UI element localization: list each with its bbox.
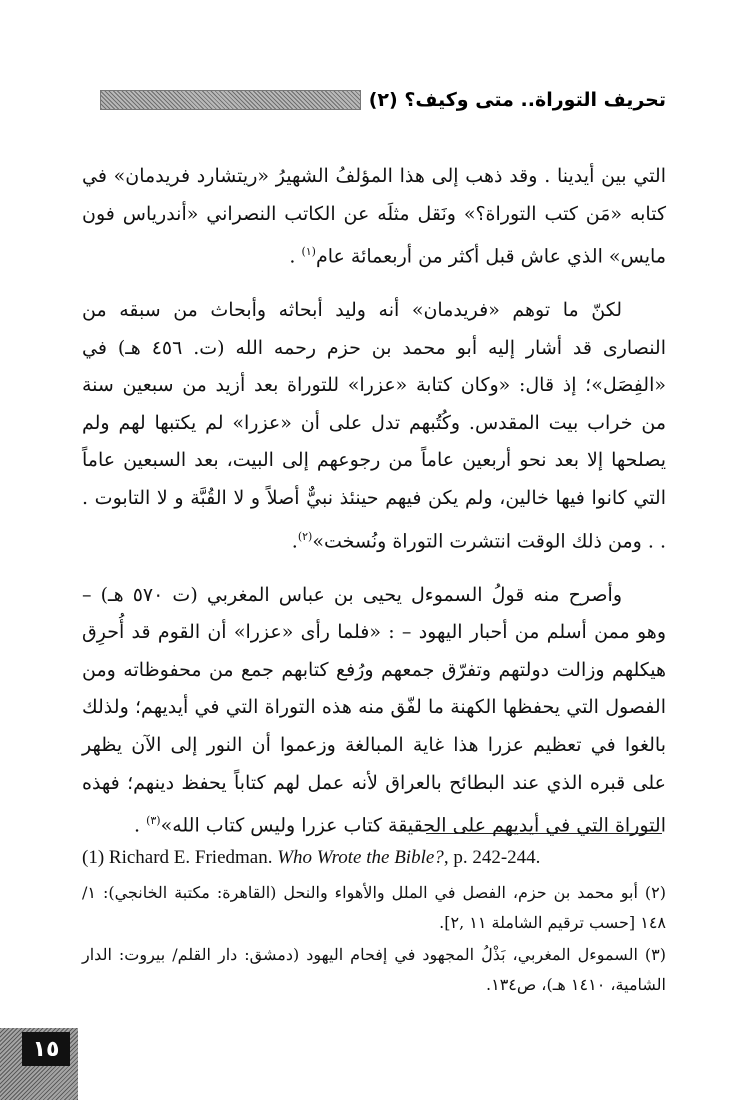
footnote-3: (٣) السموءل المغربي، بَذْلُ المجهود في إفحام اليهود (دمشق: دار القلم/ بيروت: الدار الشامية، ١٤١٠ هـ)، ص١٣٤.	[82, 945, 666, 994]
footnote-ref-2: (٢)	[297, 529, 313, 543]
paragraph-text: لكنّ ما توهم «فريدمان» أنه وليد أبحاثه وأبحاث من سبقه من النصارى قد أشار إليه أبو محمد بن حزم رحمه الله (ت. ٤٥٦ هـ) في «الفِصَل»؛ إذ قال: «وكان كتابة «عزرا» للتوراة بعد أزيد من سبعين سنة من خراب بيت المقدس. وكُتُبهم تدل على أن «عزرا» لم يكتبها لهم ولم يصلحها إلا بعد نحو أربعين عاماً من رجوعهم إلى البيت، بعد السبعين عاماً التي كانوا فيها خالين، ولم يكن فيهم حينئذ نبيٌّ أصلاً و لا القُبَّة و لا التابوت . . . ومن ذلك الوقت انتشرت التوراة ونُسخت»	[82, 299, 666, 552]
paragraph-2	[82, 292, 666, 560]
paragraph-text: التي بين أيدينا . وقد ذهب إلى هذا المؤلفُ الشهيرُ «ريتشارد فريدمان» في كتابه «مَن كتب التوراة؟» ونَقل مثلَه عن الكاتب النصراني «أندرياس فون مايس» الذي عاش قبل أكثر من أربعمائة عام	[82, 165, 666, 268]
paragraph-text: وأصرح منه قولُ السموءل يحيى بن عباس المغربي (ت ٥٧٠ هـ) – وهو ممن أسلم من أحبار اليهود – : «فلما رأى «عزرا» أن القوم قد أُحرِق هيكلهم وزالت دولتهم وتفرّق جمعهم ورُفع كتابهم جمع من محفوظاته ومن الفصول التي يحفظها الكهنة ما لفّق منه هذه التوراة التي في أيديهم؛ ولذلك بالغوا في تعظيم عزرا هذا غاية المبالغة وزعموا أن النور إلى الآن يظهر على قبره الذي عند البطائح بالعراق لأنه عمل لهم كتاباً يحفظ دينهم؛ فهذه التوراة التي في أيديهم على الحقيقة كتاب عزرا وليس كتاب الله»	[82, 583, 666, 837]
page-number-tab	[0, 1028, 78, 1100]
arabic-footnotes	[82, 878, 666, 1002]
footnote-1-title: Who Wrote the Bible?	[277, 847, 444, 868]
main-text	[82, 158, 666, 861]
footnote-1-suffix: , p. 242-244.	[443, 847, 541, 868]
header-decorative-bar	[100, 90, 361, 110]
footnote-1	[82, 845, 666, 871]
paragraph-3	[82, 577, 666, 845]
page-number: ١٥	[22, 1032, 70, 1066]
footnote-divider	[426, 833, 662, 834]
footnote-1-prefix: (1) Richard E. Friedman.	[82, 847, 278, 868]
paragraph-tail: .	[291, 530, 298, 552]
running-title: تحريف التوراة.. متى وكيف؟ (٢)	[368, 89, 666, 111]
footnote-2: (٢) أبو محمد بن حزم، الفصل في الملل والأهواء والنحل (القاهرة: مكتبة الخانجي): ١/ ١٤٨ [حسب ترقيم الشاملة ١١ ,٢].	[82, 883, 667, 932]
paragraph-tail: .	[133, 814, 147, 837]
footnote-ref-3: (٣)	[146, 814, 161, 828]
page-header	[100, 84, 666, 116]
paragraph-1	[82, 158, 666, 276]
paragraph-tail: .	[289, 245, 302, 268]
footnote-ref-1: (١)	[301, 245, 316, 259]
